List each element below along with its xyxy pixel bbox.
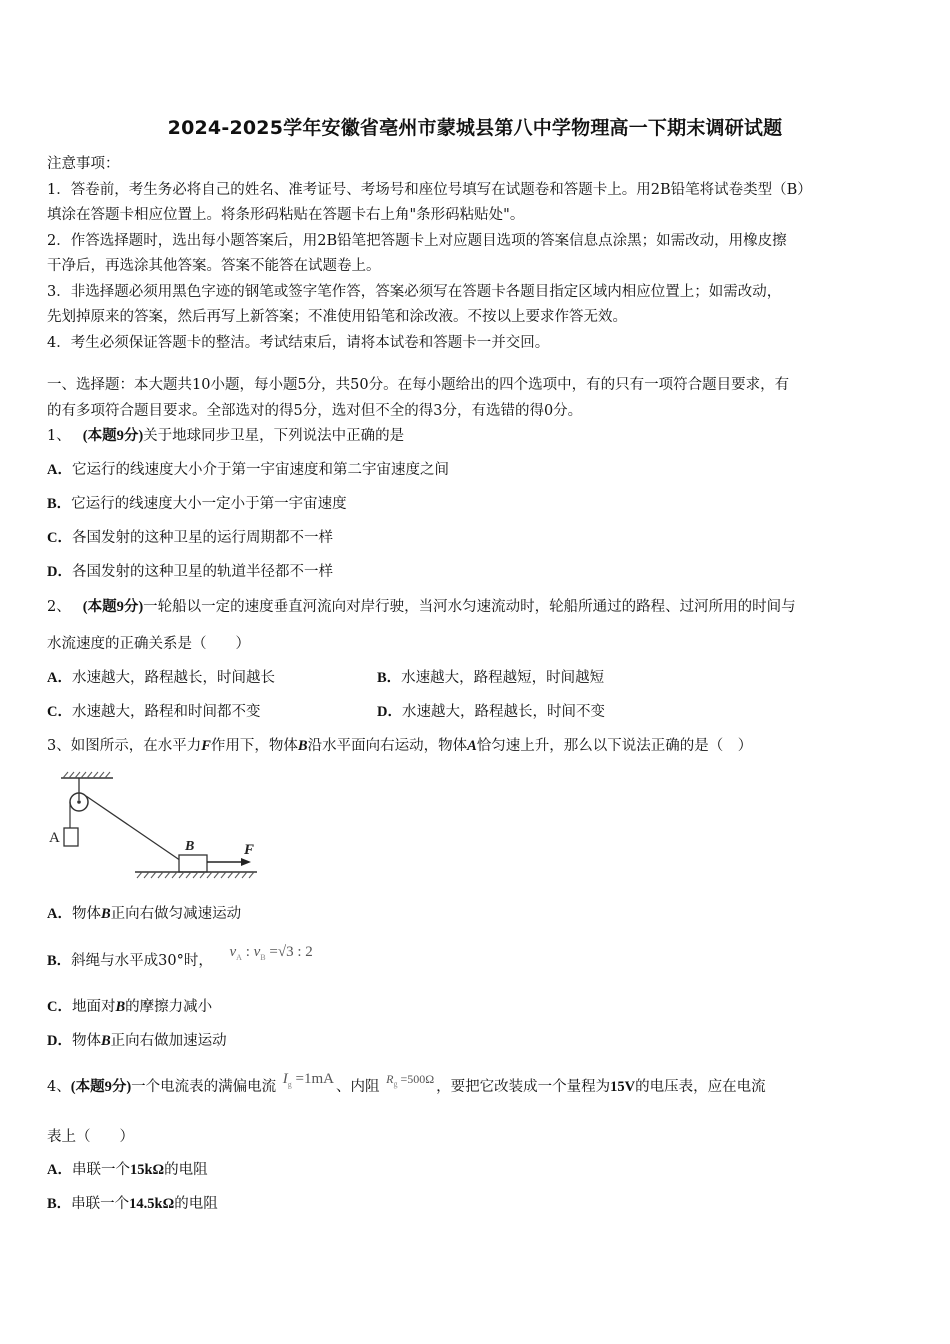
resistance-value: 14.5kΩ (129, 1196, 175, 1212)
q3-option-c (47, 996, 212, 1018)
rg-formula: $R_g =500\Omega$ (386, 1072, 435, 1089)
var-a: A (467, 738, 477, 754)
question-4-stem (47, 1071, 909, 1104)
section-intro-line: 的有多项符合题目要求。全部选对的得5分，选对但不全的得3分，有选错的得0分。 (47, 402, 583, 419)
option-label: A． (47, 906, 72, 922)
question-number: 4、 (47, 1079, 71, 1095)
block-a (64, 828, 78, 846)
notice-line: 1．答卷前，考生务必将自己的姓名、准考证号、考场号和座位号填写在试题卷和答题卡上。用2B铅笔将试卷类型（B） (47, 181, 812, 198)
page-title: 2024-2025学年安徽省亳州市蒙城县第八中学物理高一下期末调研试题 (167, 117, 783, 139)
question-1-stem (47, 425, 909, 447)
option-text: 水速越大，路程越长，时间不变 (401, 704, 605, 720)
q4-option-b (47, 1193, 218, 1215)
option-label: A． (47, 1162, 72, 1178)
q2-option-d (377, 701, 605, 723)
resistance-value: 15kΩ (129, 1162, 165, 1178)
ceiling-hatch (63, 772, 110, 778)
var-b: B (100, 906, 111, 922)
ig-formula: $I_g =1mA$ (282, 1071, 334, 1089)
question-text: 沿水平面向右运动，物体 (307, 738, 468, 754)
option-label: B． (47, 496, 72, 512)
question-3-stem (47, 735, 909, 757)
option-label: D． (377, 704, 402, 720)
option-text: 的摩擦力减小 (125, 999, 213, 1015)
q2-option-b (377, 667, 604, 689)
option-text: 的电阻 (174, 1196, 218, 1212)
question-2-stem (47, 596, 909, 618)
option-text: 地面对 (71, 999, 116, 1015)
question-points: (本题9分) (70, 1079, 132, 1095)
label-b: B (185, 839, 195, 854)
option-text: 的电阻 (164, 1162, 208, 1178)
option-text: 正向右做匀减速运动 (110, 906, 242, 922)
option-label: B． (47, 1196, 72, 1212)
question-text: 的电压表，应在电流 (635, 1079, 766, 1095)
option-text: 水速越大，路程越长，时间越长 (71, 670, 275, 686)
question-text: 一个电流表的满偏电流 (131, 1079, 277, 1095)
arrow-right-icon (241, 858, 251, 866)
notice-line: 3．非选择题必须用黑色字迹的钢笔或签字笔作答，答案必须写在答题卡各题目指定区域内相应位置上；如需改动， (47, 283, 782, 300)
voltage-range: 15V (610, 1079, 636, 1095)
option-label: C． (47, 999, 72, 1015)
var-b: B (297, 738, 308, 754)
question-number: 1、 (47, 428, 71, 444)
section-intro (47, 373, 907, 424)
q1-option-c (47, 527, 333, 549)
option-text: 正向右做加速运动 (110, 1033, 227, 1049)
pulley-diagram (47, 770, 277, 885)
q1-option-d (47, 561, 333, 583)
velocity-ratio-formula: $v_A$ : $v_B =√3$ : 2 (229, 944, 313, 962)
section-intro-line: 一、选择题：本大题共10小题，每小题5分，共50分。在每小题给出的四个选项中，有的只有一项符合题目要求，有 (47, 377, 790, 393)
question-number: 2、 (47, 599, 71, 615)
option-label: B． (377, 670, 402, 686)
option-text: 各国发射的这种卫星的轨道半径都不一样 (71, 564, 333, 580)
option-text: 各国发射的这种卫星的运行周期都不一样 (71, 530, 333, 546)
q2-option-a (47, 667, 275, 689)
notice-line: 4．考生必须保证答题卡的整洁。考试结束后，请将本试卷和答题卡一并交回。 (47, 334, 550, 351)
option-text: 斜绳与水平成30°时， (71, 953, 213, 969)
block-b (179, 855, 207, 872)
notice-line: 干净后，再选涂其他答案。答案不能答在试题卷上。 (47, 258, 381, 274)
label-a: A (49, 830, 60, 846)
option-label: D． (47, 564, 72, 580)
option-label: A． (47, 462, 72, 478)
rope-slanted (86, 796, 187, 865)
label-f: F (244, 842, 255, 858)
var-b: B (100, 1033, 111, 1049)
q3-option-d (47, 1030, 227, 1052)
option-text: 物体 (71, 1033, 101, 1049)
question-points: (本题9分) (82, 428, 144, 444)
var-b: B (115, 999, 126, 1015)
question-text: 3、如图所示，在水平力 (47, 738, 202, 754)
question-points: (本题9分) (82, 599, 144, 615)
option-text: 串联一个 (71, 1196, 130, 1212)
option-text: 水速越大，路程和时间都不变 (71, 704, 261, 720)
q1-option-a (47, 459, 449, 481)
question-2-stem-cont: 水流速度的正确关系是（ ） (47, 636, 250, 652)
option-label: C． (47, 704, 72, 720)
ground-hatch (137, 872, 254, 878)
question-4-stem-cont: 表上（ ） (47, 1129, 134, 1145)
option-label: C． (47, 530, 72, 546)
question-text: 关于地球同步卫星，下列说法中正确的是 (143, 428, 405, 444)
notice-line: 2．作答选择题时，选出每小题答案后，用2B铅笔把答题卡上对应题目选项的答案信息点涂黑；如需改动，用橡皮擦 (47, 232, 787, 249)
option-text: 物体 (71, 906, 101, 922)
option-text: 它运行的线速度大小介于第一宇宙速度和第二宇宙速度之间 (71, 462, 449, 478)
q4-option-a (47, 1159, 208, 1181)
q2-option-c (47, 701, 260, 723)
notice-line: 填涂在答题卡相应位置上。将条形码粘贴在答题卡右上角"条形码粘贴处"。 (47, 207, 525, 223)
question-text: 恰匀速上升，那么以下说法正确的是（ ） (476, 738, 753, 754)
option-text: 串联一个 (71, 1162, 130, 1178)
question-text: 作用下，物体 (210, 738, 298, 754)
question-text: 一轮船以一定的速度垂直河流向对岸行驶，当河水匀速流动时，轮船所通过的路程、过河所用的时间与 (143, 599, 796, 615)
notice-line: 先划掉原来的答案，然后再写上新答案；不准使用铅笔和涂改液。不按以上要求作答无效。 (47, 309, 627, 325)
var-f: F (201, 738, 211, 754)
q3-option-a (47, 903, 241, 925)
notice-heading: 注意事项： (47, 156, 120, 172)
option-label: A． (47, 670, 72, 686)
option-text: 它运行的线速度大小一定小于第一宇宙速度 (71, 496, 347, 512)
q3-option-b (47, 944, 313, 978)
question-text: 、内阻 (335, 1079, 380, 1095)
notice-block (47, 152, 907, 356)
option-label: B． (47, 953, 72, 969)
option-text: 水速越大，路程越短，时间越短 (401, 670, 605, 686)
q1-option-b (47, 493, 347, 515)
question-text: ，要把它改装成一个量程为 (436, 1079, 611, 1095)
option-label: D． (47, 1033, 72, 1049)
pulley-axle (77, 800, 81, 804)
